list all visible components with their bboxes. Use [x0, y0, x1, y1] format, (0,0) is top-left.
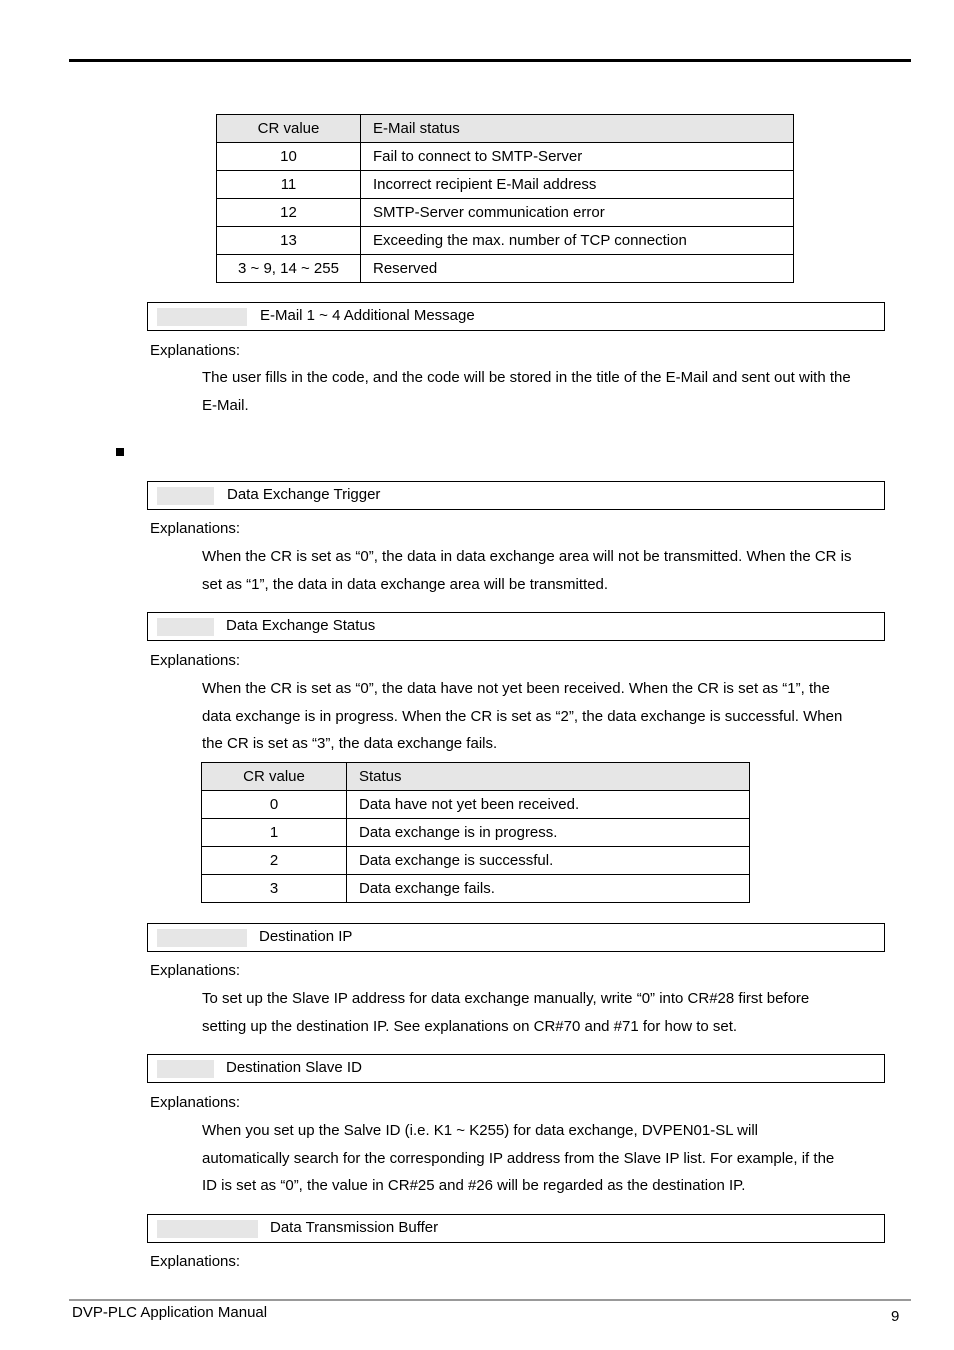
cr-section-header	[147, 302, 885, 331]
explanations-label: Explanations:	[150, 520, 241, 537]
cr-number-placeholder	[157, 1220, 258, 1238]
table-header-row	[217, 115, 794, 143]
text-line: the CR is set as “3”, the data exchange fails.	[202, 735, 498, 752]
text-line: When the CR is set as “0”, the data have not yet been received. When the CR is set as “1”, the	[202, 680, 830, 697]
text-line: automatically search for the corresponding IP address from the Slave IP list. For example, if the	[202, 1149, 835, 1167]
cr-section-header	[147, 612, 885, 641]
data-exchange-status-table	[201, 762, 750, 903]
cr-value-cell: 2	[202, 847, 347, 875]
header-rule	[69, 59, 911, 62]
status-cell: Data exchange fails.	[347, 875, 750, 903]
section-title: Data Exchange Trigger	[227, 486, 381, 503]
text-line: data exchange is in progress. When the CR is set as “2”, the data exchange is successful. When	[202, 707, 843, 725]
cr-value-cell: 3	[202, 875, 347, 903]
cr-value-cell: 3 ~ 9, 14 ~ 255	[217, 255, 361, 283]
cr-value-cell: 11	[217, 171, 361, 199]
explanation-text	[202, 675, 902, 758]
cr-value-cell: 13	[217, 227, 361, 255]
status-cell: Data exchange is successful.	[347, 847, 750, 875]
column-header: Status	[347, 763, 750, 791]
column-header: CR value	[202, 763, 347, 791]
table-row	[202, 819, 750, 847]
text-line: E-Mail.	[202, 396, 249, 414]
explanation-text	[202, 1117, 902, 1200]
explanations-label: Explanations:	[150, 342, 241, 359]
explanation-text	[202, 364, 902, 419]
cr-section-header	[147, 1054, 885, 1083]
explanation-text	[202, 543, 902, 598]
explanations-label: Explanations:	[150, 1253, 241, 1270]
table-row	[217, 227, 794, 255]
section-title: Destination IP	[259, 928, 353, 945]
explanation-text	[202, 985, 902, 1040]
status-cell: Fail to connect to SMTP-Server	[361, 143, 794, 171]
table-row	[202, 791, 750, 819]
cr-number-placeholder	[157, 618, 214, 636]
cr-section-header	[147, 481, 885, 510]
column-header: E-Mail status	[361, 115, 794, 143]
email-status-table	[216, 114, 794, 283]
text-line: The user fills in the code, and the code will be stored in the title of the E-Mail and sent out with the	[202, 369, 851, 386]
cr-number-placeholder	[157, 308, 247, 326]
cr-number-placeholder	[157, 929, 247, 947]
text-line: setting up the destination IP. See explanations on CR#70 and #71 for how to set.	[202, 1017, 738, 1035]
section-title: E-Mail 1 ~ 4 Additional Message	[260, 307, 475, 324]
table-row	[217, 143, 794, 171]
footer-rule	[69, 1299, 911, 1301]
cr-number-placeholder	[157, 487, 214, 505]
table-row	[202, 847, 750, 875]
text-line: When you set up the Salve ID (i.e. K1 ~ K255) for data exchange, DVPEN01-SL will	[202, 1122, 758, 1139]
cr-value-cell: 10	[217, 143, 361, 171]
status-cell: Data have not yet been received.	[347, 791, 750, 819]
table-header-row	[202, 763, 750, 791]
table-row	[217, 199, 794, 227]
text-line: To set up the Slave IP address for data exchange manually, write “0” into CR#28 first before	[202, 990, 810, 1007]
cr-value-cell: 12	[217, 199, 361, 227]
table-row	[202, 875, 750, 903]
status-cell: Reserved	[361, 255, 794, 283]
status-cell: Data exchange is in progress.	[347, 819, 750, 847]
section-title: Data Transmission Buffer	[270, 1219, 439, 1236]
table-row	[217, 171, 794, 199]
explanations-label: Explanations:	[150, 962, 241, 979]
bullet-square-icon	[116, 448, 124, 456]
page-number: 9	[891, 1308, 900, 1325]
text-line: set as “1”, the data in data exchange area will be transmitted.	[202, 575, 609, 593]
cr-section-header	[147, 1214, 885, 1243]
explanations-label: Explanations:	[150, 652, 241, 669]
text-line: ID is set as “0”, the value in CR#25 and #26 will be regarded as the destination IP.	[202, 1177, 746, 1194]
status-cell: Incorrect recipient E-Mail address	[361, 171, 794, 199]
section-title: Data Exchange Status	[226, 617, 376, 634]
cr-number-placeholder	[157, 1060, 214, 1078]
status-cell: SMTP-Server communication error	[361, 199, 794, 227]
cr-value-cell: 1	[202, 819, 347, 847]
section-title: Destination Slave ID	[226, 1059, 362, 1076]
status-cell: Exceeding the max. number of TCP connection	[361, 227, 794, 255]
explanations-label: Explanations:	[150, 1094, 241, 1111]
text-line: When the CR is set as “0”, the data in data exchange area will not be transmitted. When the CR is	[202, 548, 852, 565]
cr-section-header	[147, 923, 885, 952]
table-row	[217, 255, 794, 283]
footer-manual-title: DVP-PLC Application Manual	[72, 1304, 268, 1321]
cr-value-cell: 0	[202, 791, 347, 819]
column-header: CR value	[217, 115, 361, 143]
